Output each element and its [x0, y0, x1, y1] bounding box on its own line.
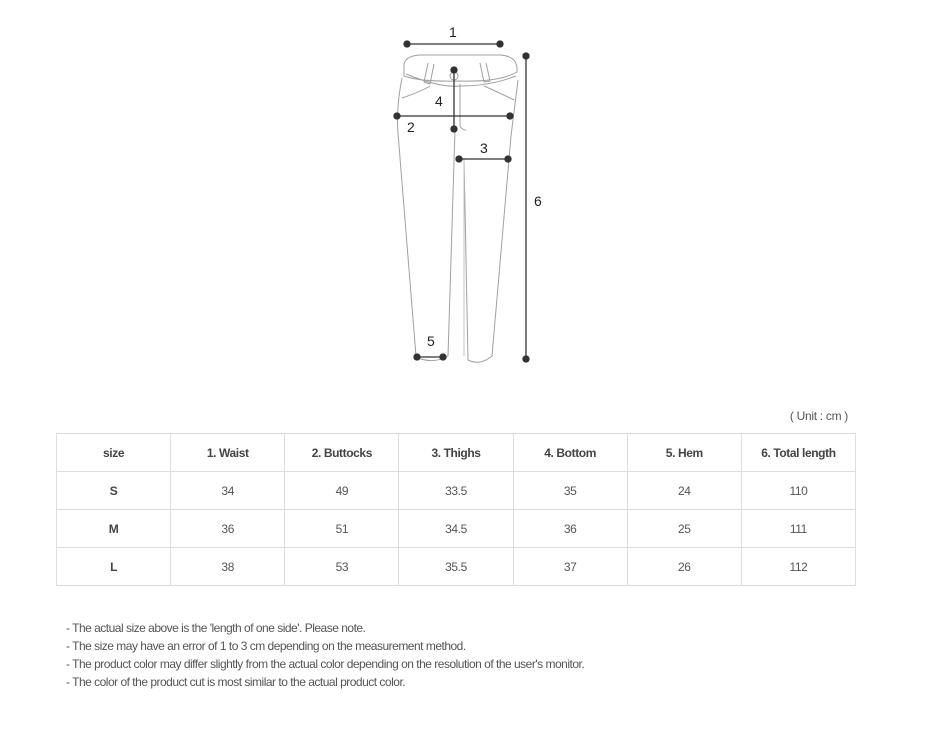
cell-total-length: 112 [741, 548, 855, 586]
table-row [57, 472, 856, 510]
cell-bottom: 36 [513, 510, 627, 548]
label-bottom: 4 [435, 93, 443, 109]
cell-thighs: 34.5 [399, 510, 513, 548]
cell-hem: 25 [627, 510, 741, 548]
header-size: size [57, 434, 171, 472]
cell-thighs: 35.5 [399, 548, 513, 586]
note-item: - The actual size above is the 'length of one side'. Please note. [66, 621, 366, 635]
label-total-length: 6 [534, 193, 542, 209]
measurement-lines [394, 41, 529, 362]
cell-total-length: 111 [741, 510, 855, 548]
cell-hem: 26 [627, 548, 741, 586]
cell-waist: 36 [171, 510, 285, 548]
cell-waist: 38 [171, 548, 285, 586]
cell-buttocks: 51 [285, 510, 399, 548]
note-item: - The size may have an error of 1 to 3 cm depending on the measurement method. [66, 639, 466, 653]
header-hem: 5. Hem [627, 434, 741, 472]
note-item: - The product color may differ slightly from the actual color depending on the resolution of the user's monitor. [66, 657, 585, 671]
note-item: - The color of the product cut is most similar to the actual product color. [66, 675, 406, 689]
table-header-row [57, 434, 856, 472]
header-waist: 1. Waist [171, 434, 285, 472]
notes [66, 619, 584, 691]
table-row [57, 510, 856, 548]
table-row [57, 548, 856, 586]
cell-bottom: 37 [513, 548, 627, 586]
label-hem: 5 [427, 333, 435, 349]
cell-bottom: 35 [513, 472, 627, 510]
header-buttocks: 2. Buttocks [285, 434, 399, 472]
unit-label: ( Unit : cm ) [789, 409, 848, 423]
cell-size: S [57, 472, 171, 510]
header-total-length: 6. Total length [741, 434, 855, 472]
cell-buttocks: 49 [285, 472, 399, 510]
cell-total-length: 110 [741, 472, 855, 510]
pants-sketch [380, 18, 560, 370]
label-thighs: 3 [480, 140, 488, 156]
cell-size: L [57, 548, 171, 586]
cell-hem: 24 [627, 472, 741, 510]
label-buttocks: 2 [407, 119, 415, 135]
label-waist: 1 [449, 24, 457, 40]
pants-outline [398, 55, 519, 362]
cell-thighs: 33.5 [399, 472, 513, 510]
pants-measurement-diagram [380, 18, 560, 370]
header-bottom: 4. Bottom [513, 434, 627, 472]
cell-size: M [57, 510, 171, 548]
cell-buttocks: 53 [285, 548, 399, 586]
cell-waist: 34 [171, 472, 285, 510]
header-thighs: 3. Thighs [399, 434, 513, 472]
size-table [56, 433, 856, 586]
